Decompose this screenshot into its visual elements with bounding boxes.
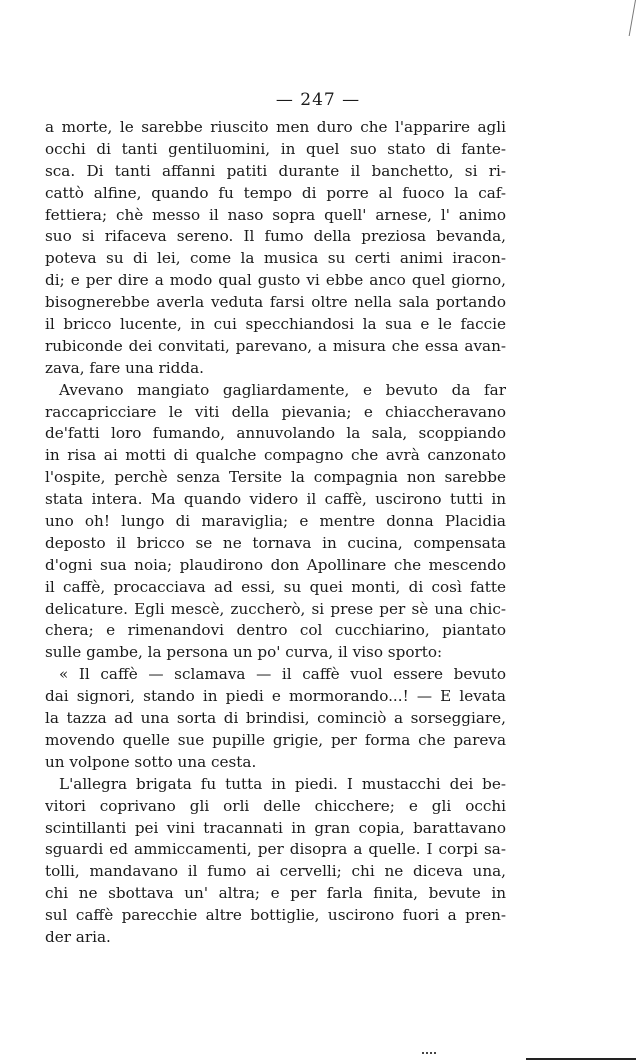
- text-line: delicature. Egli mescè, zuccherò, si prese per sè una chic-: [45, 599, 506, 618]
- text-line: bisognerebbe averla veduta farsi oltre nella sala portando: [45, 293, 506, 312]
- text-line: de'fatti loro fumando, annuvolando la sala, scoppiando: [45, 424, 506, 443]
- text-line: il bricco lucente, in cui specchiandosi la sua e le faccie: [45, 315, 506, 334]
- text-line: sulle gambe, la persona un po' curva, il viso sporto:: [45, 643, 443, 662]
- text-line: poteva su di lei, come la musica su certi animi iracon-: [45, 249, 506, 268]
- text-line: un volpone sotto una cesta.: [45, 752, 257, 771]
- text-line: la tazza ad una sorta di brindisi, cominciò a sorseggiare,: [45, 709, 506, 728]
- text-line: in risa ai motti di qualche compagno che avrà canzonato: [45, 446, 506, 465]
- text-line: sca. Di tanti affanni patiti durante il banchetto, si ri-: [45, 161, 506, 180]
- text-line: L'allegra brigata fu tutta in piedi. I mustacchi dei be-: [59, 774, 506, 793]
- text-line: suo si rifaceva sereno. Il fumo della preziosa bevanda,: [45, 227, 506, 246]
- text-line: il caffè, procacciava ad essi, su quei monti, di così fatte: [45, 577, 506, 596]
- page-edge-mark: [621, 0, 636, 36]
- text-line: d'ogni sua noia; plaudirono don Apollinare che mescendo: [45, 555, 506, 574]
- text-line: stata intera. Ma quando videro il caffè, uscirono tutti in: [45, 490, 506, 509]
- text-line: di; e per dire a modo qual gusto vi ebbe anco quel giorno,: [45, 271, 506, 290]
- page-number: — 247 —: [275, 90, 361, 110]
- text-line: Avevano mangiato gagliardamente, e bevuto da far: [59, 380, 506, 399]
- text-line: a morte, le sarebbe riuscito men duro che l'apparire agli: [45, 118, 506, 136]
- text-line: sguardi ed ammiccamenti, per disopra a quelle. I corpi sa-: [45, 840, 506, 859]
- text-line: scintillanti pei vini tracannati in gran copia, barattavano: [45, 818, 506, 837]
- text-line: chera; e rimenandovi dentro col cucchiarino, piantato: [45, 621, 506, 640]
- text-line: dai signori, stando in piedi e mormorando...! — E levata: [45, 687, 506, 706]
- body-text: [45, 117, 506, 949]
- text-line: fettiera; chè messo il naso sopra quell' arnese, l' animo: [45, 205, 506, 224]
- text-line: « Il caffè — sclamava — il caffè vuol essere bevuto: [59, 665, 506, 684]
- text-line: rubiconde dei convitati, parevano, a misura che essa avan-: [45, 336, 506, 355]
- text-line: sul caffè parecchie altre bottiglie, uscirono fuori a pren-: [45, 906, 506, 925]
- text-line: deposto il bricco se ne tornava in cucina, compensata: [45, 533, 506, 552]
- text-line: der aria.: [45, 927, 111, 946]
- text-line: occhi di tanti gentiluomini, in quel suo stato di fante-: [45, 139, 506, 158]
- text-line: l'ospite, perchè senza Tersite la compagnia non sarebbe: [45, 468, 506, 487]
- text-line: cattò alfine, quando fu tempo di porre al fuoco la caf-: [45, 183, 506, 202]
- print-mark: [422, 1052, 436, 1057]
- bottom-rule: [526, 1058, 636, 1060]
- text-line: vitori coprivano gli orli delle chicchere; e gli occhi: [45, 796, 506, 815]
- text-line: raccapricciare le viti della pievania; e chiaccheravano: [45, 402, 506, 421]
- text-line: uno oh! lungo di maraviglia; e mentre donna Placidia: [45, 512, 506, 531]
- text-line: tolli, mandavano il fumo ai cervelli; chi ne diceva una,: [45, 862, 506, 881]
- text-line: movendo quelle sue pupille grigie, per forma che pareva: [45, 730, 506, 749]
- text-line: chi ne sbottava un' altra; e per farla finita, bevute in: [45, 884, 506, 903]
- text-line: zava, fare una ridda.: [45, 358, 204, 377]
